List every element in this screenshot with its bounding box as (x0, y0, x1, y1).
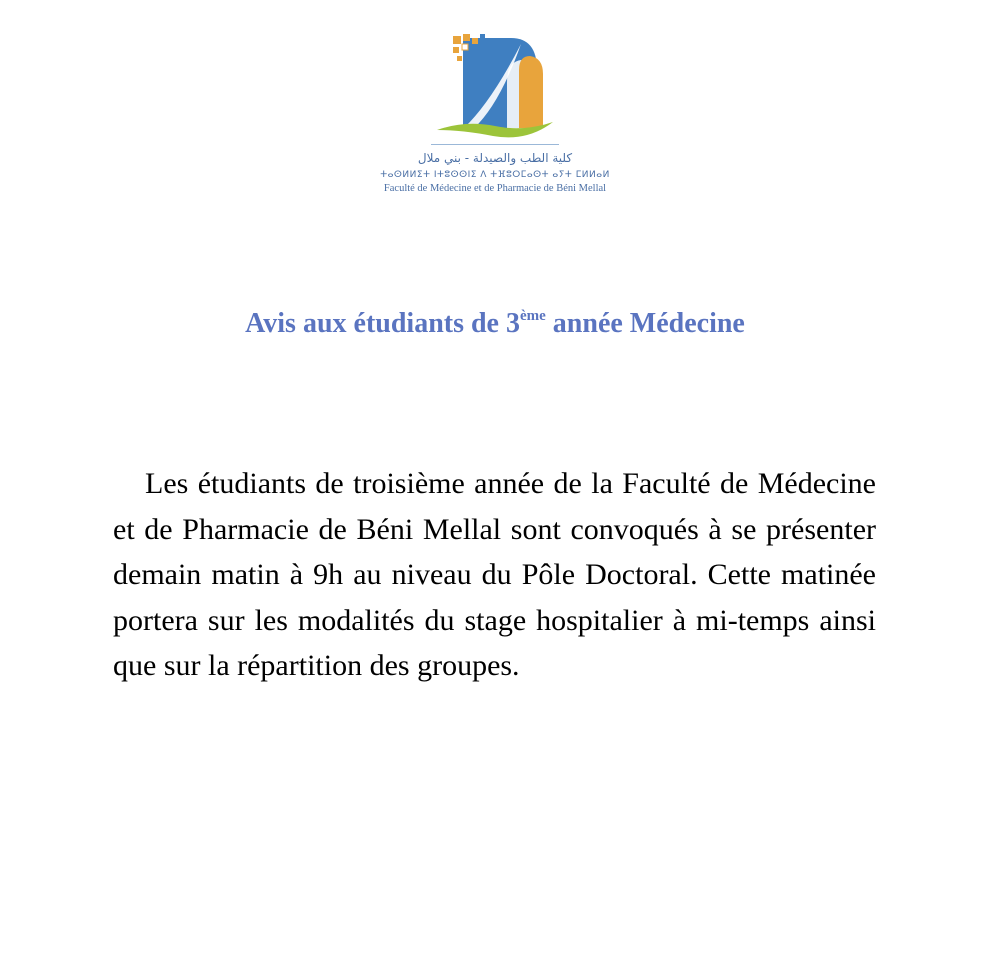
logo-divider (431, 144, 559, 145)
faculty-name-tifinagh: ⵜⴰⵙⵍⵍⵉⵜ ⵏⵜⵓⵙⵙⵏⵉ ⴷ ⵜⴼⵓⵔⵎⴰⵙⵜ ⴰⵢⵜ ⵎⵍⵍⴰⵍ (380, 170, 610, 180)
faculty-emblem-icon (435, 30, 555, 142)
notice-body: Les étudiants de troisième année de la Faculté de Médecine et de Pharmacie de Béni Mellal sont convoqués à se présenter demain matin à 9h au niveau du Pôle Doctoral. Cette matinée portera sur les modalités du stage hospitalier à mi-temps ainsi que sur la répartition des groupes. (113, 467, 876, 682)
notice-title-prefix: Avis aux étudiants de 3 (245, 308, 520, 339)
notice-title-superscript: ème (519, 308, 546, 324)
notice-title (0, 308, 990, 340)
notice-title-suffix: année Médecine (545, 308, 745, 339)
faculty-name-french: Faculté de Médecine et de Pharmacie de Béni Mellal (383, 183, 607, 194)
faculty-logo (360, 30, 630, 196)
faculty-name-arabic: كلية الطب والصيدلة - بني ملال (417, 151, 573, 165)
